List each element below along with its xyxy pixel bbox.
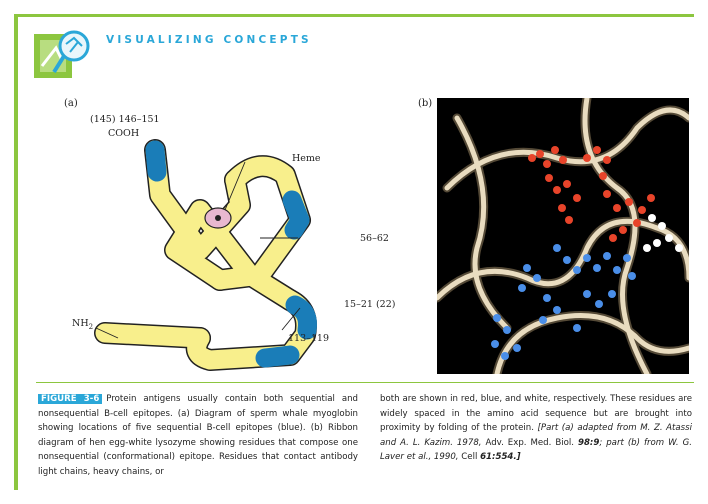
lysozyme-ribbon-image bbox=[437, 98, 689, 374]
citation-journal-a: Adv. Exp. Med. Biol. bbox=[481, 437, 578, 448]
caption-left-column bbox=[38, 392, 358, 479]
frame-left-border bbox=[14, 14, 18, 490]
caption-divider bbox=[36, 382, 694, 383]
label-146-151: (145) 146–151 bbox=[90, 114, 160, 125]
panel-a-label: (a) bbox=[64, 98, 78, 109]
citation-volume-a: 98:9 bbox=[577, 437, 600, 448]
citation-volume-b: 61:554.] bbox=[480, 452, 521, 462]
ribbon-render bbox=[437, 98, 689, 374]
myoglobin-diagram bbox=[60, 100, 420, 380]
caption-right-column bbox=[380, 392, 692, 465]
concept-badge-icon bbox=[32, 26, 96, 84]
header-title: VISUALIZING CONCEPTS bbox=[106, 34, 312, 46]
caption-right-text: both are shown in red, blue, and white, respectively. These residues are widely spaced in the amino acid sequence but are brought into proximity by folding of the protein. bbox=[380, 394, 692, 433]
label-15-21: 15–21 (22) bbox=[344, 299, 396, 310]
citation-part-a: [Part (a) adapted from M. Z. Atassi and A. L. Kazim. 1978, bbox=[380, 423, 692, 448]
citation-part-b: ; part (b) from W. G. Laver et al., 1990, bbox=[380, 437, 692, 462]
label-113-119: 113–119 bbox=[288, 333, 330, 344]
frame-top-border bbox=[14, 14, 694, 17]
epitope-56-62 bbox=[292, 200, 300, 230]
epitope-146-151 bbox=[155, 150, 157, 172]
label-cooh: COOH bbox=[108, 128, 140, 139]
epitope-113-119 bbox=[265, 355, 290, 358]
label-56-62: 56–62 bbox=[360, 233, 389, 244]
panel-b-label: (b) bbox=[418, 98, 433, 109]
label-heme: Heme bbox=[292, 153, 321, 164]
citation-journal-b: Cell bbox=[458, 452, 481, 462]
label-nh2: $NH_2$ bbox=[72, 318, 94, 331]
figure-label: FIGURE 3-6 bbox=[38, 394, 102, 404]
caption-left-text: Protein antigens usually contain both sequential and nonsequential B-cell epitopes. (a) Diagram of sperm whale myoglobin showing locations of five sequential B-cell epitopes (blue). (b) Ribbon diagram of hen egg-white lysozyme showing residues that compose one nonsequential (conformational) epitope. Residues that contact antibody light chains, heavy chains, or bbox=[38, 394, 358, 477]
